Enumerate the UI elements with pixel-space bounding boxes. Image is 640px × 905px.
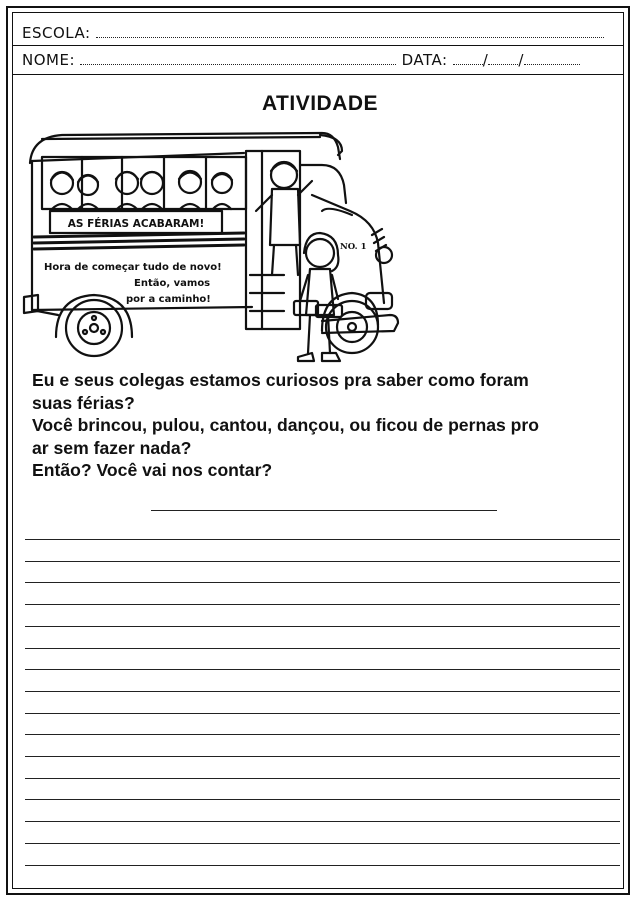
writing-line[interactable] — [25, 734, 620, 735]
writing-line[interactable] — [25, 821, 620, 822]
writing-line[interactable] — [25, 799, 620, 800]
prompt-line: Você brincou, pulou, cantou, dançou, ou ficou de pernas pro — [32, 415, 539, 435]
name-field[interactable] — [80, 52, 396, 65]
writing-line[interactable] — [25, 865, 620, 866]
header-divider — [13, 45, 624, 46]
prompt-line: ar sem fazer nada? — [32, 437, 192, 458]
writing-line[interactable] — [25, 691, 620, 692]
name-label: NOME: — [22, 51, 76, 69]
page-title: ATIVIDADE — [261, 92, 379, 115]
date-day-field[interactable] — [453, 52, 483, 65]
bus-message-line: Hora de começar tudo de novo! — [44, 262, 222, 273]
writing-line[interactable] — [25, 669, 620, 670]
header-divider — [13, 74, 624, 75]
school-field[interactable] — [96, 25, 604, 38]
writing-line[interactable] — [25, 626, 620, 627]
text-title-line[interactable] — [151, 510, 497, 511]
date-separator: / — [482, 51, 489, 69]
prompt-line: Então? Você vai nos contar? — [32, 460, 273, 480]
date-separator: / — [518, 51, 524, 69]
writing-line[interactable] — [25, 648, 620, 649]
writing-line[interactable] — [25, 582, 620, 583]
prompt-text — [32, 369, 622, 482]
school-bus-illustration — [22, 125, 402, 370]
bus-message-line: por a caminho! — [126, 294, 211, 305]
bus-number: NO. 1 — [340, 242, 367, 252]
school-label: ESCOLA: — [22, 24, 91, 42]
writing-line[interactable] — [25, 778, 620, 779]
school-row — [22, 24, 604, 42]
writing-line[interactable] — [25, 756, 620, 757]
bus-sign-text: AS FÉRIAS ACABARAM! — [67, 218, 205, 230]
date-year-field[interactable] — [524, 52, 580, 65]
writing-line[interactable] — [25, 604, 620, 605]
writing-line[interactable] — [25, 713, 620, 714]
bus-message-line: Então, vamos — [134, 278, 211, 289]
date-label: DATA: — [401, 51, 448, 69]
writing-line[interactable] — [25, 561, 620, 562]
name-date-row — [22, 51, 580, 69]
date-month-field[interactable] — [488, 52, 518, 65]
writing-line[interactable] — [25, 539, 620, 540]
writing-line[interactable] — [25, 843, 620, 844]
prompt-line: Eu e seus colegas estamos curiosos pra saber como foram — [32, 370, 529, 390]
prompt-line: suas férias? — [32, 392, 135, 413]
